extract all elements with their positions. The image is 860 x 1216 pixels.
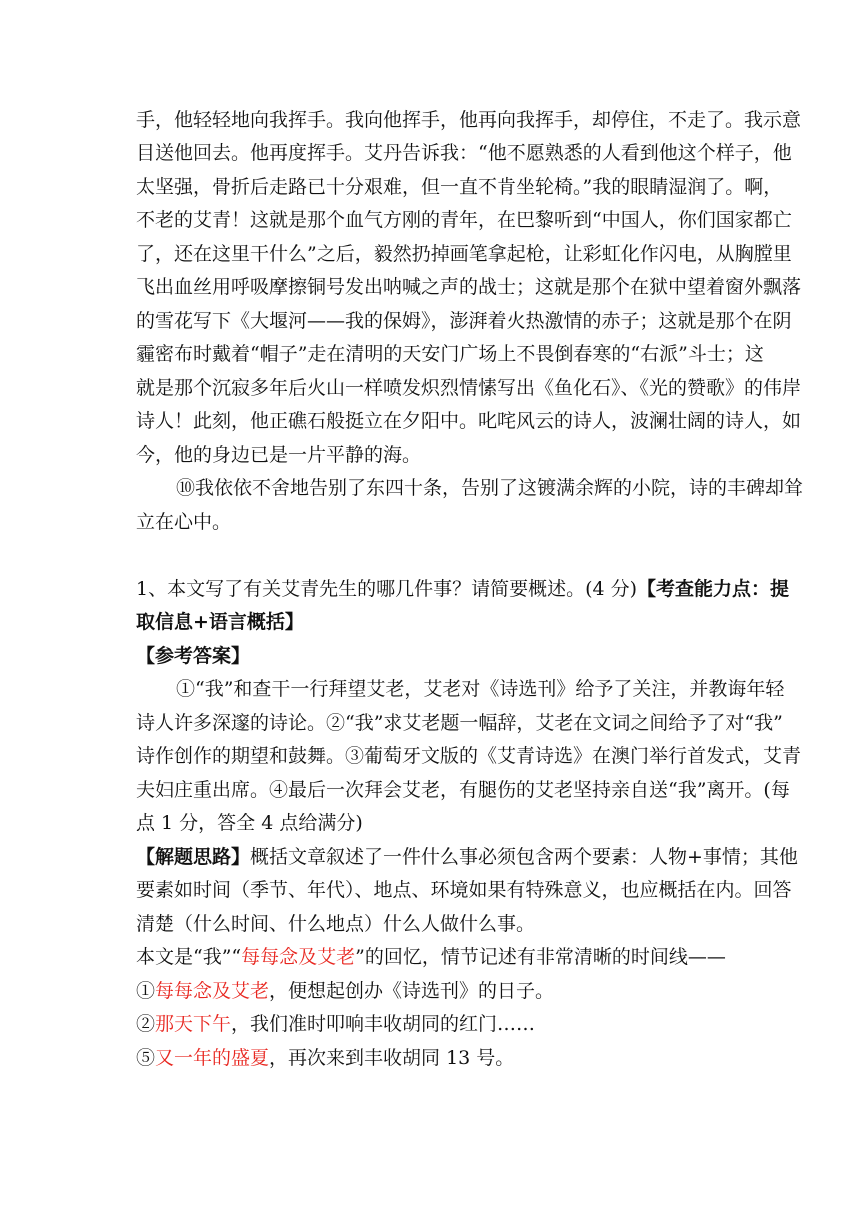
analysis-line bbox=[136, 844, 798, 870]
answer-heading: 【参考答案】 bbox=[136, 645, 251, 667]
answer-line: 夫妇庄重出席。④最后一次拜会艾老，有腿伤的艾老坚持亲自送“我”离开。(每 bbox=[136, 779, 790, 801]
timeline-number: ① bbox=[136, 980, 156, 1002]
passage-line: 就是那个沉寂多年后火山一样喷发炽烈情愫写出《鱼化石》、《光的赞歌》的伟岸 bbox=[136, 377, 802, 399]
analysis-heading: 【解题思路】 bbox=[136, 846, 251, 868]
analysis-line: 清楚（什么时间、什么地点）什么人做什么事。 bbox=[136, 913, 536, 935]
analysis-line bbox=[136, 944, 726, 970]
analysis-text: 本文是“我”“ bbox=[136, 946, 242, 968]
question-ability-tag: 【考查能力点：提 bbox=[637, 578, 790, 600]
passage-line: 诗人！此刻，他正礁石般挺立在夕阳中。叱咤风云的诗人，波澜壮阔的诗人，如 bbox=[136, 410, 802, 432]
answer-line: 点 1 分，答全 4 点给满分) bbox=[136, 812, 363, 834]
passage-line: 太坚强，骨折后走路已十分艰难，但一直不肯坐轮椅。”我的眼睛湿润了。啊， bbox=[136, 176, 783, 198]
timeline-number: ⑤ bbox=[136, 1047, 156, 1069]
timeline-number: ② bbox=[136, 1013, 156, 1035]
question-1 bbox=[136, 576, 789, 602]
question-text: 1、本文写了有关艾青先生的哪几件事？请简要概述。(4 分) bbox=[136, 578, 638, 600]
highlight-text: 又一年的盛夏 bbox=[155, 1047, 270, 1069]
highlight-text: 那天下午 bbox=[155, 1013, 232, 1035]
paragraph-10-line: 立在心中。 bbox=[136, 511, 232, 533]
highlight-text: 每每念及艾老 bbox=[155, 980, 270, 1002]
paragraph-10-line: ⑩我依依不舍地告别了东四十条，告别了这镀满余辉的小院，诗的丰碑却耸 bbox=[176, 477, 804, 499]
analysis-line: 要素如时间（季节、年代）、地点、环境如果有特殊意义，也应概括在内。回答 bbox=[136, 879, 792, 901]
timeline-text: ，我们准时叩响丰收胡同的红门…… bbox=[231, 1013, 536, 1035]
passage-line: 手，他轻轻地向我挥手。我向他挥手，他再向我挥手，却停住，不走了。我示意 bbox=[136, 109, 802, 131]
answer-line: 诗人许多深邃的诗论。②“我”求艾老题一幅辞，艾老在文词之间给予了对“我” bbox=[136, 712, 783, 734]
answer-line: 诗作创作的期望和鼓舞。③葡萄牙文版的《艾青诗选》在澳门举行首发式，艾青 bbox=[136, 745, 802, 767]
timeline-item bbox=[136, 1011, 535, 1037]
passage-line: 不老的艾青！这就是那个血气方刚的青年，在巴黎听到“中国人，你们国家都亡 bbox=[136, 209, 792, 231]
highlight-text: 每每念及艾老 bbox=[241, 946, 356, 968]
timeline-text: ，再次来到丰收胡同 13 号。 bbox=[269, 1047, 515, 1069]
answer-line: ①“我”和查干一行拜望艾老，艾老对《诗选刊》给予了关注，并教诲年轻 bbox=[176, 678, 785, 700]
passage-line: 了，还在这里干什么”之后，毅然扔掉画笔拿起枪，让彩虹化作闪电，从胸膛里 bbox=[136, 243, 792, 265]
question-ability-tag-cont: 取信息+语言概括】 bbox=[136, 611, 304, 633]
timeline-item bbox=[136, 978, 554, 1004]
analysis-text: 概括文章叙述了一件什么事必须包含两个要素：人物+事情；其他 bbox=[250, 846, 798, 868]
passage-line: 目送他回去。他再度挥手。艾丹告诉我：“他不愿熟悉的人看到他这个样子，他 bbox=[136, 142, 792, 164]
analysis-text: ”的回忆，情节记述有非常清晰的时间线—— bbox=[355, 946, 726, 968]
passage-line: 飞出血丝用呼吸摩擦铜号发出呐喊之声的战士；这就是那个在狱中望着窗外飘落 bbox=[136, 276, 802, 298]
timeline-item bbox=[136, 1045, 514, 1071]
passage-line: 今，他的身边已是一片平静的海。 bbox=[136, 444, 422, 466]
timeline-text: ，便想起创办《诗选刊》的日子。 bbox=[269, 980, 555, 1002]
passage-line: 霾密布时戴着“帽子”走在清明的天安门广场上不畏倒春寒的“右派”斗士；这 bbox=[136, 343, 764, 365]
passage-line: 的雪花写下《大堰河——我的保姆》，澎湃着火热激情的赤子；这就是那个在阴 bbox=[136, 310, 792, 332]
